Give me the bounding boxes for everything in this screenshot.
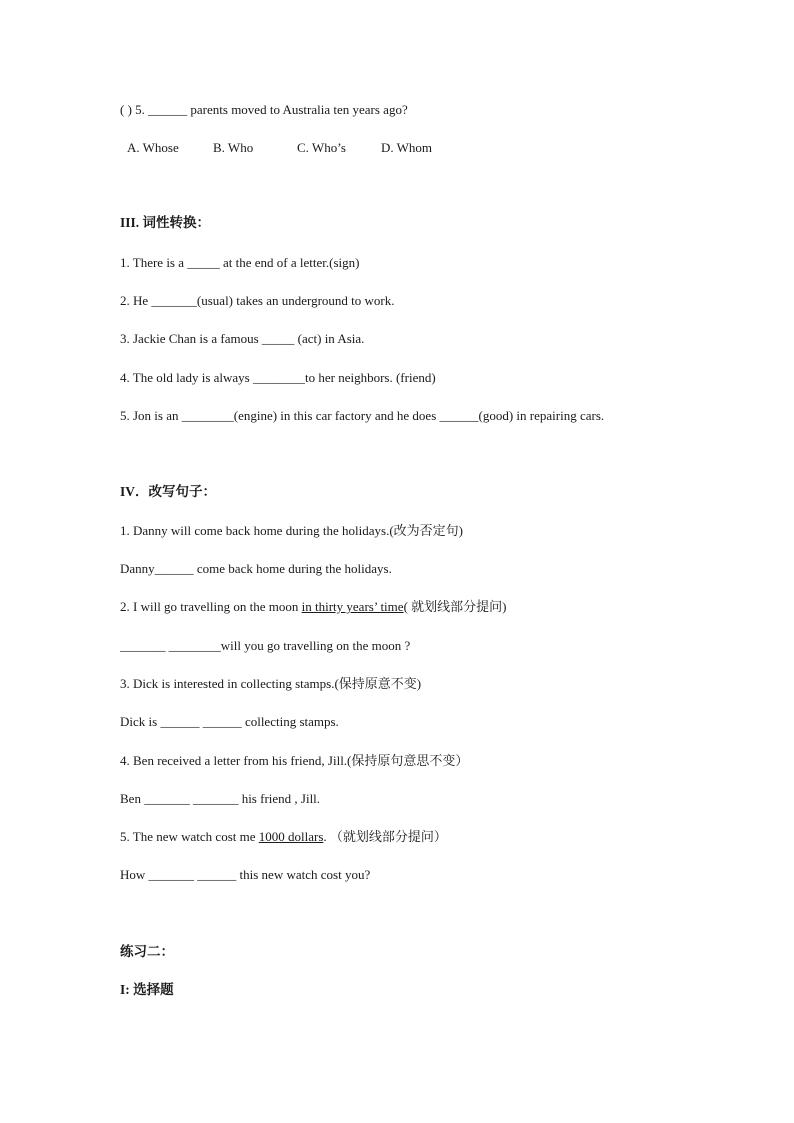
part4-q2-answer: _______ ________will you go travelling on the moon ? (120, 638, 411, 653)
part3-item-1: 1. There is a _____ at the end of a letter.(sign) (120, 255, 360, 270)
part4-q5-post: . （就划线部分提问） (323, 829, 447, 844)
part3-item-2: 2. He _______(usual) takes an underground to work. (120, 293, 395, 308)
exercise2-heading: 练习二： (120, 944, 174, 959)
part4-q4-sentence: 4. Ben received a letter from his friend, Jill.(保持原句意思不变） (120, 753, 469, 768)
part4-q1-answer: Danny______ come back home during the holidays. (120, 561, 392, 576)
part3-item-3: 3. Jackie Chan is a famous _____ (act) in Asia. (120, 331, 365, 346)
question-5-stem: ( ) 5. ______ parents moved to Australia ten years ago? (120, 102, 408, 117)
part4-q4-answer: Ben _______ _______ his friend , Jill. (120, 791, 321, 806)
part4-q2-sentence (120, 599, 506, 615)
part4-heading: IV．改写句子： (120, 484, 217, 499)
part4-q2-underlined: in thirty years’ time (301, 599, 404, 614)
part4-q2-post: ( 就划线部分提问) (403, 599, 507, 614)
option-d: D. Whom (381, 140, 433, 155)
part3-heading: III. 词性转换： (120, 215, 211, 230)
part4-q5-pre: 5. The new watch cost me (120, 829, 259, 844)
option-b: B. Who (213, 140, 254, 155)
part4-q5-underlined: 1000 dollars (258, 829, 324, 844)
part3-item-4: 4. The old lady is always ________to her neighbors. (friend) (120, 370, 436, 385)
part4-q5-answer: How _______ ______ this new watch cost you? (120, 867, 371, 882)
part4-q3-sentence: 3. Dick is interested in collecting stamps.(保持原意不变) (120, 676, 422, 691)
part3-item-5: 5. Jon is an ________(engine) in this car factory and he does ______(good) in repairing cars. (120, 408, 605, 423)
part4-q3-answer: Dick is ______ ______ collecting stamps. (120, 714, 339, 729)
option-c: C. Who’s (297, 140, 346, 155)
option-a: A. Whose (127, 140, 179, 155)
part4-q5-sentence (120, 829, 447, 845)
part4-q2-pre: 2. I will go travelling on the moon (120, 599, 302, 614)
part4-q1-sentence: 1. Danny will come back home during the holidays.(改为否定句) (120, 523, 463, 538)
exercise2-sub-heading: I: 选择题 (120, 982, 174, 997)
